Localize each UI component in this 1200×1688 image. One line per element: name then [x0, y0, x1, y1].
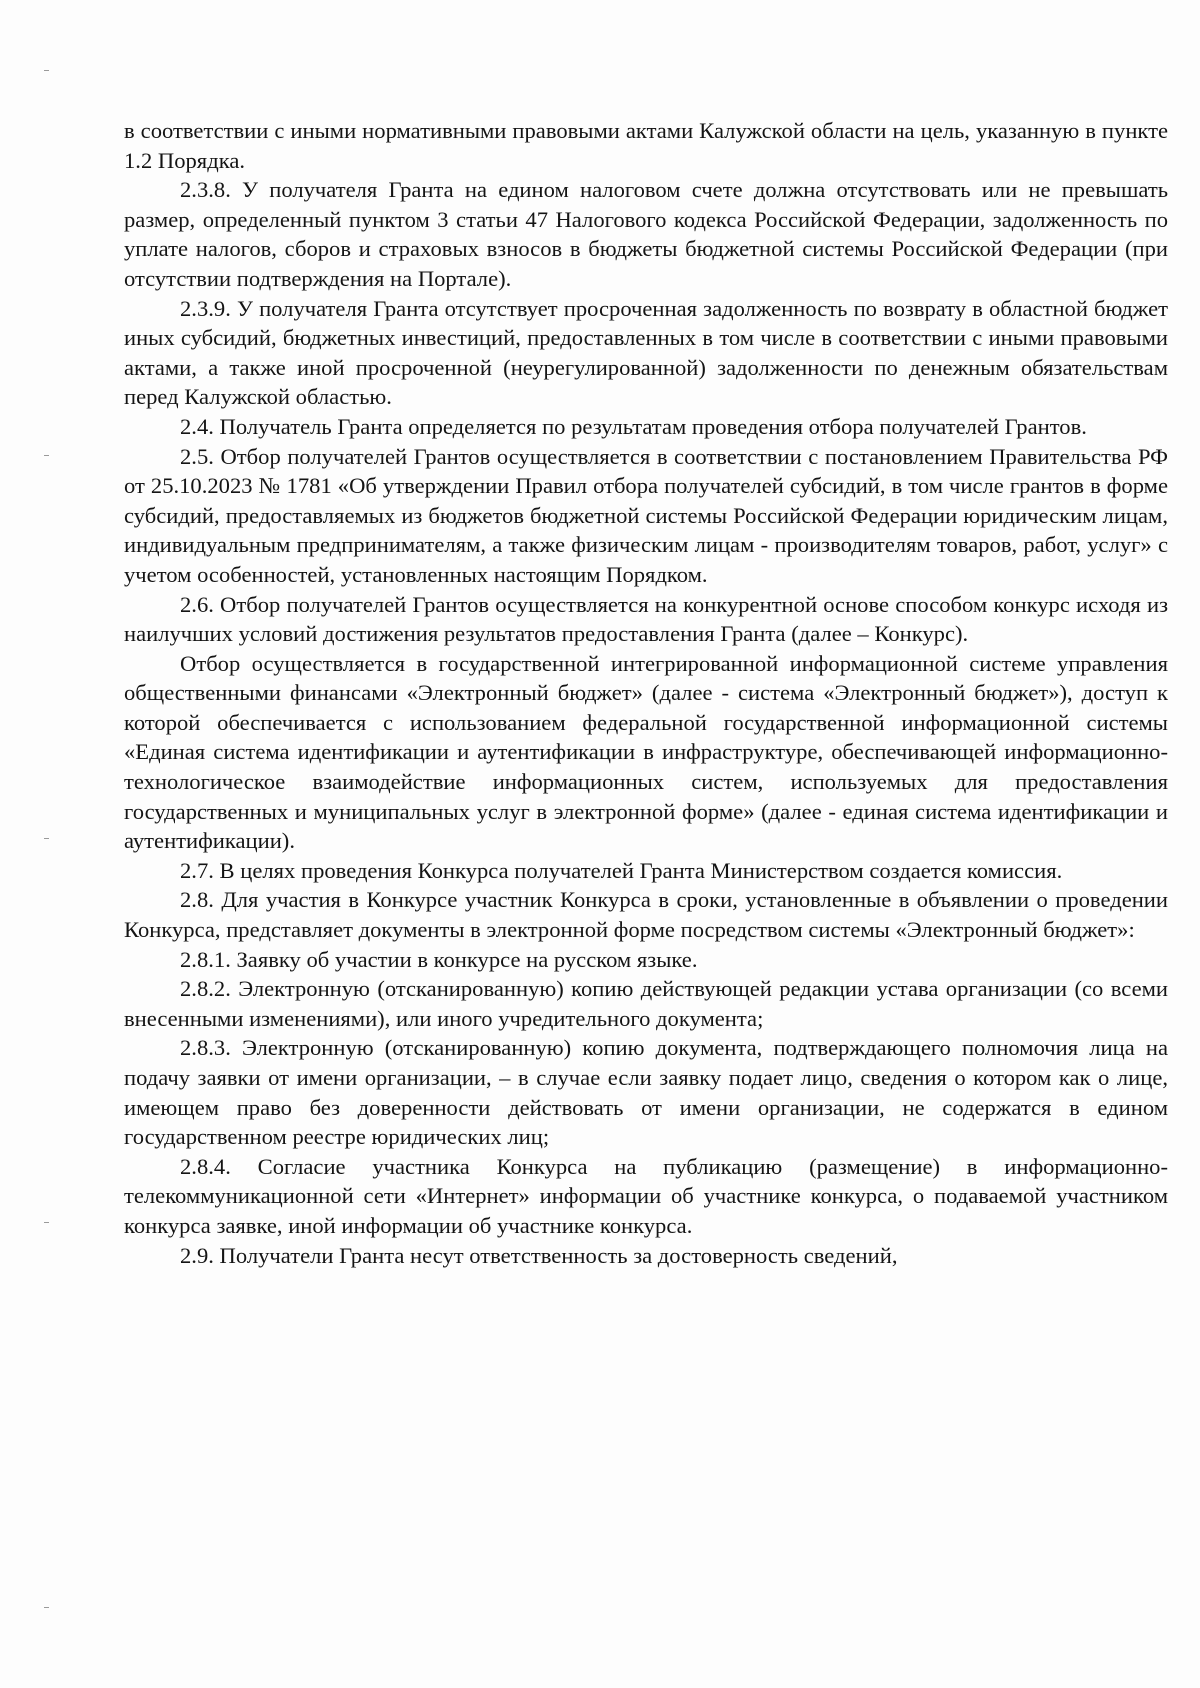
- paragraph-2-3-8: 2.3.8. У получателя Гранта на едином налоговом счете должна отсутствовать или не превышать размер, определенный пунктом 3 статьи 47 Налогового кодекса Российской Федерации, задолженность по уплате налогов, сборов и страховых взносов в бюджеты бюджетной системы Российской Федерации (при отсутствии подтверждения на Портале).: [124, 177, 1168, 291]
- paragraph-2-8-1: 2.8.1. Заявку об участии в конкурсе на русском языке.: [180, 946, 698, 972]
- document-body: [124, 116, 1168, 1270]
- paragraph-2-8-2: 2.8.2. Электронную (отсканированную) копию действующей редакции устава организации (со всеми внесенными изменениями), или иного учредительного документа;: [124, 976, 1168, 1031]
- paragraph-2-7: 2.7. В целях проведения Конкурса получателей Гранта Министерством создается комиссия.: [180, 857, 1063, 883]
- scan-mark: [44, 1222, 49, 1223]
- scan-mark: [44, 1607, 49, 1608]
- paragraph-2-8-3: 2.8.3. Электронную (отсканированную) копию документа, подтверждающего полномочия лица на подачу заявки от имени организации, – в случае если заявку подает лицо, сведения о котором как о лице, имеющем право без доверенности действовать от имени организации, не содержатся в едином государственном реестре юридических лиц;: [124, 1035, 1168, 1150]
- paragraph-2-8-4: 2.8.4. Согласие участника Конкурса на публикацию (размещение) в информационно-телекоммуникационной сети «Интернет» информации об участнике конкурса, о подаваемой участником конкурса заявке, иной информации об участнике конкурса.: [124, 1153, 1168, 1238]
- paragraph-2-6-selection: Отбор осуществляется в государственной интегрированной информационной системе управления общественными финансами «Электронный бюджет» (далее - система «Электронный бюджет»), доступ к которой обеспечивается с использованием федеральной государственной информационной системы «Единая система идентификации и аутентификации в инфраструктуре, обеспечивающей информационно-технологическое взаимодействие информационных систем, используемых для предоставления государственных и муниципальных услуг в электронной форме» (далее - единая система идентификации и аутентификации).: [124, 650, 1168, 854]
- scan-mark: [44, 70, 49, 71]
- paragraph-2-3-9: 2.3.9. У получателя Гранта отсутствует просроченная задолженность по возврату в областной бюджет иных субсидий, бюджетных инвестиций, предоставленных в том числе в соответствии с иными правовыми актами, а также иной просроченной (неурегулированной) задолженности по денежным обязательствам перед Калужской областью.: [124, 295, 1168, 410]
- scan-mark: [44, 838, 49, 839]
- paragraph-2-9: 2.9. Получатели Гранта несут ответственность за достоверность сведений,: [180, 1242, 898, 1268]
- paragraph-2-5: 2.5. Отбор получателей Грантов осуществляется в соответствии с постановлением Правительства РФ от 25.10.2023 № 1781 «Об утверждении Правил отбора получателей субсидий, в том числе грантов в форме субсидий, предоставляемых из бюджетов бюджетной системы Российской Федерации юридическим лицам, индивидуальным предпринимателям, а также физическим лицам - производителям товаров, работ, услуг» с учетом особенностей, установленных настоящим Порядком.: [124, 443, 1168, 587]
- paragraph-2-4: 2.4. Получатель Гранта определяется по результатам проведения отбора получателей Грантов.: [180, 413, 1087, 439]
- paragraph-2-6: 2.6. Отбор получателей Грантов осуществляется на конкурентной основе способом конкурс исходя из наилучших условий достижения результатов предоставления Гранта (далее – Конкурс).: [124, 591, 1168, 647]
- scan-mark: [44, 455, 49, 456]
- paragraph-2-8: 2.8. Для участия в Конкурсе участник Конкурса в сроки, установленные в объявлении о проведении Конкурса, представляет документы в электронной форме посредством системы «Электронный бюджет»:: [124, 887, 1168, 943]
- paragraph-continuation: в соответствии с иными нормативными правовыми актами Калужской области на цель, указанную в пункте 1.2 Порядка.: [124, 118, 1168, 173]
